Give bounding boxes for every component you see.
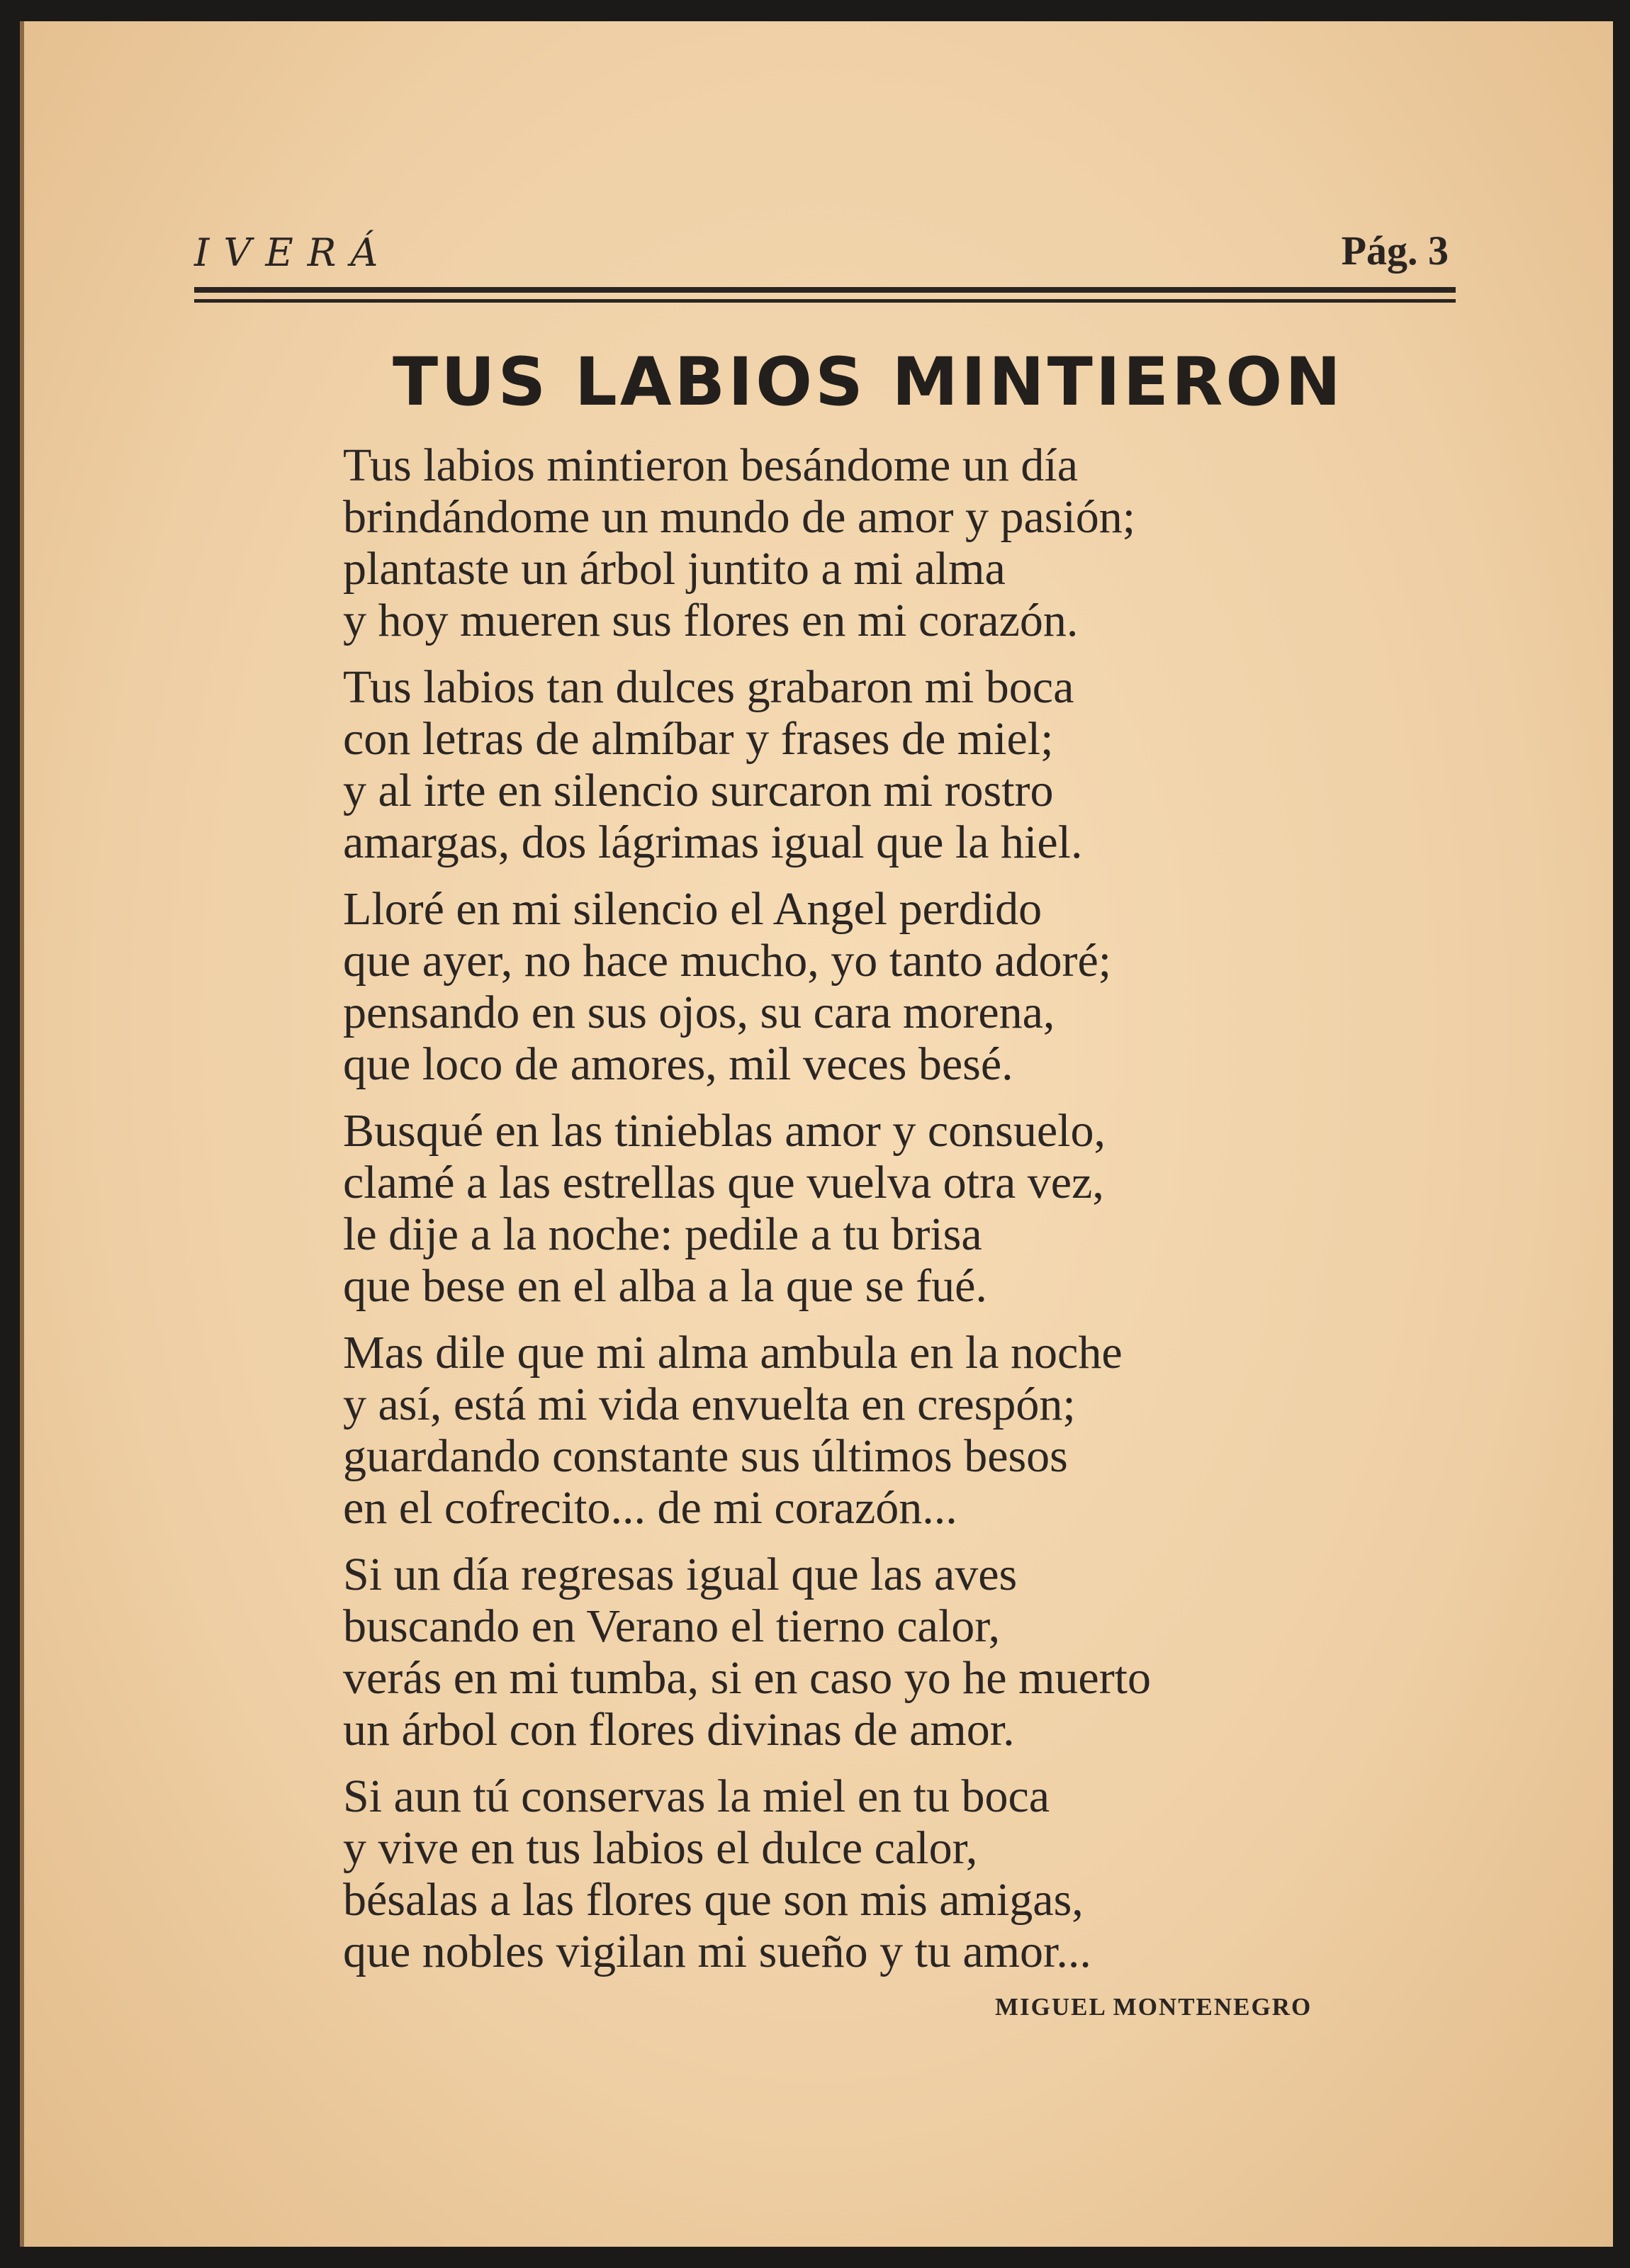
header-rule bbox=[194, 287, 1456, 293]
poem-line: Mas dile que mi alma ambula en la noche bbox=[343, 1327, 1123, 1379]
stanza bbox=[343, 1105, 1151, 1312]
stanza bbox=[343, 1327, 1151, 1534]
poem-line: le dije a la noche: pedile a tu brisa bbox=[343, 1208, 982, 1260]
magazine-name: IVERÁ bbox=[194, 230, 393, 275]
poem-line: Tus labios tan dulces grabaron mi boca bbox=[343, 661, 1074, 713]
poem-line: que nobles vigilan mi sueño y tu amor... bbox=[343, 1926, 1091, 1977]
poem-body bbox=[343, 439, 1151, 1992]
stanza bbox=[343, 1549, 1151, 1756]
poem-line: en el cofrecito... de mi corazón... bbox=[343, 1482, 957, 1534]
poem-line: Tus labios mintieron besándome un día bbox=[343, 439, 1078, 491]
poem-line: Lloré en mi silencio el Angel perdido bbox=[343, 883, 1042, 935]
poem-line: verás en mi tumba, si en caso yo he muerto bbox=[343, 1652, 1152, 1704]
poem-line: que loco de amores, mil veces besé. bbox=[343, 1038, 1013, 1090]
poem-line: bésalas a las flores que son mis amigas, bbox=[343, 1874, 1084, 1926]
poem-line: con letras de almíbar y frases de miel; bbox=[343, 713, 1054, 765]
poem-line: y vive en tus labios el dulce calor, bbox=[343, 1822, 978, 1874]
poem-line: que ayer, no hace mucho, yo tanto adoré; bbox=[343, 935, 1112, 987]
poem-line: Busqué en las tinieblas amor y consuelo, bbox=[343, 1105, 1106, 1157]
poem-line: brindándome un mundo de amor y pasión; bbox=[343, 491, 1136, 543]
poem-line: pensando en sus ojos, su cara morena, bbox=[343, 987, 1055, 1038]
page-number: Pág. 3 bbox=[1341, 228, 1449, 274]
header-rule bbox=[194, 299, 1456, 303]
stanza bbox=[343, 883, 1151, 1090]
stanza bbox=[343, 1770, 1151, 1977]
stanza bbox=[343, 439, 1151, 646]
poem-line: y hoy mueren sus flores en mi corazón. bbox=[343, 595, 1079, 646]
poem-line: amargas, dos lágrimas igual que la hiel. bbox=[343, 816, 1083, 868]
poem-line: que bese en el alba a la que se fué. bbox=[343, 1260, 987, 1312]
poem-line: clamé a las estrellas que vuelva otra vez, bbox=[343, 1157, 1104, 1208]
poem-line: guardando constante sus últimos besos bbox=[343, 1430, 1068, 1482]
page bbox=[20, 21, 1613, 2247]
poem-line: plantaste un árbol juntito a mi alma bbox=[343, 543, 1006, 595]
poem-line: y al irte en silencio surcaron mi rostro bbox=[343, 765, 1054, 816]
poem-line: un árbol con flores divinas de amor. bbox=[343, 1704, 1015, 1756]
poem-line: Si un día regresas igual que las aves bbox=[343, 1549, 1018, 1600]
poem-line: buscando en Verano el tierno calor, bbox=[343, 1600, 1001, 1652]
poem-line: y así, está mi vida envuelta en crespón; bbox=[343, 1379, 1076, 1430]
poem-author: MIGUEL MONTENEGRO bbox=[995, 1993, 1313, 2021]
poem-line: Si aun tú conservas la miel en tu boca bbox=[343, 1770, 1050, 1822]
poem-title: TUS LABIOS MINTIERON bbox=[393, 344, 1344, 421]
stanza bbox=[343, 661, 1151, 868]
